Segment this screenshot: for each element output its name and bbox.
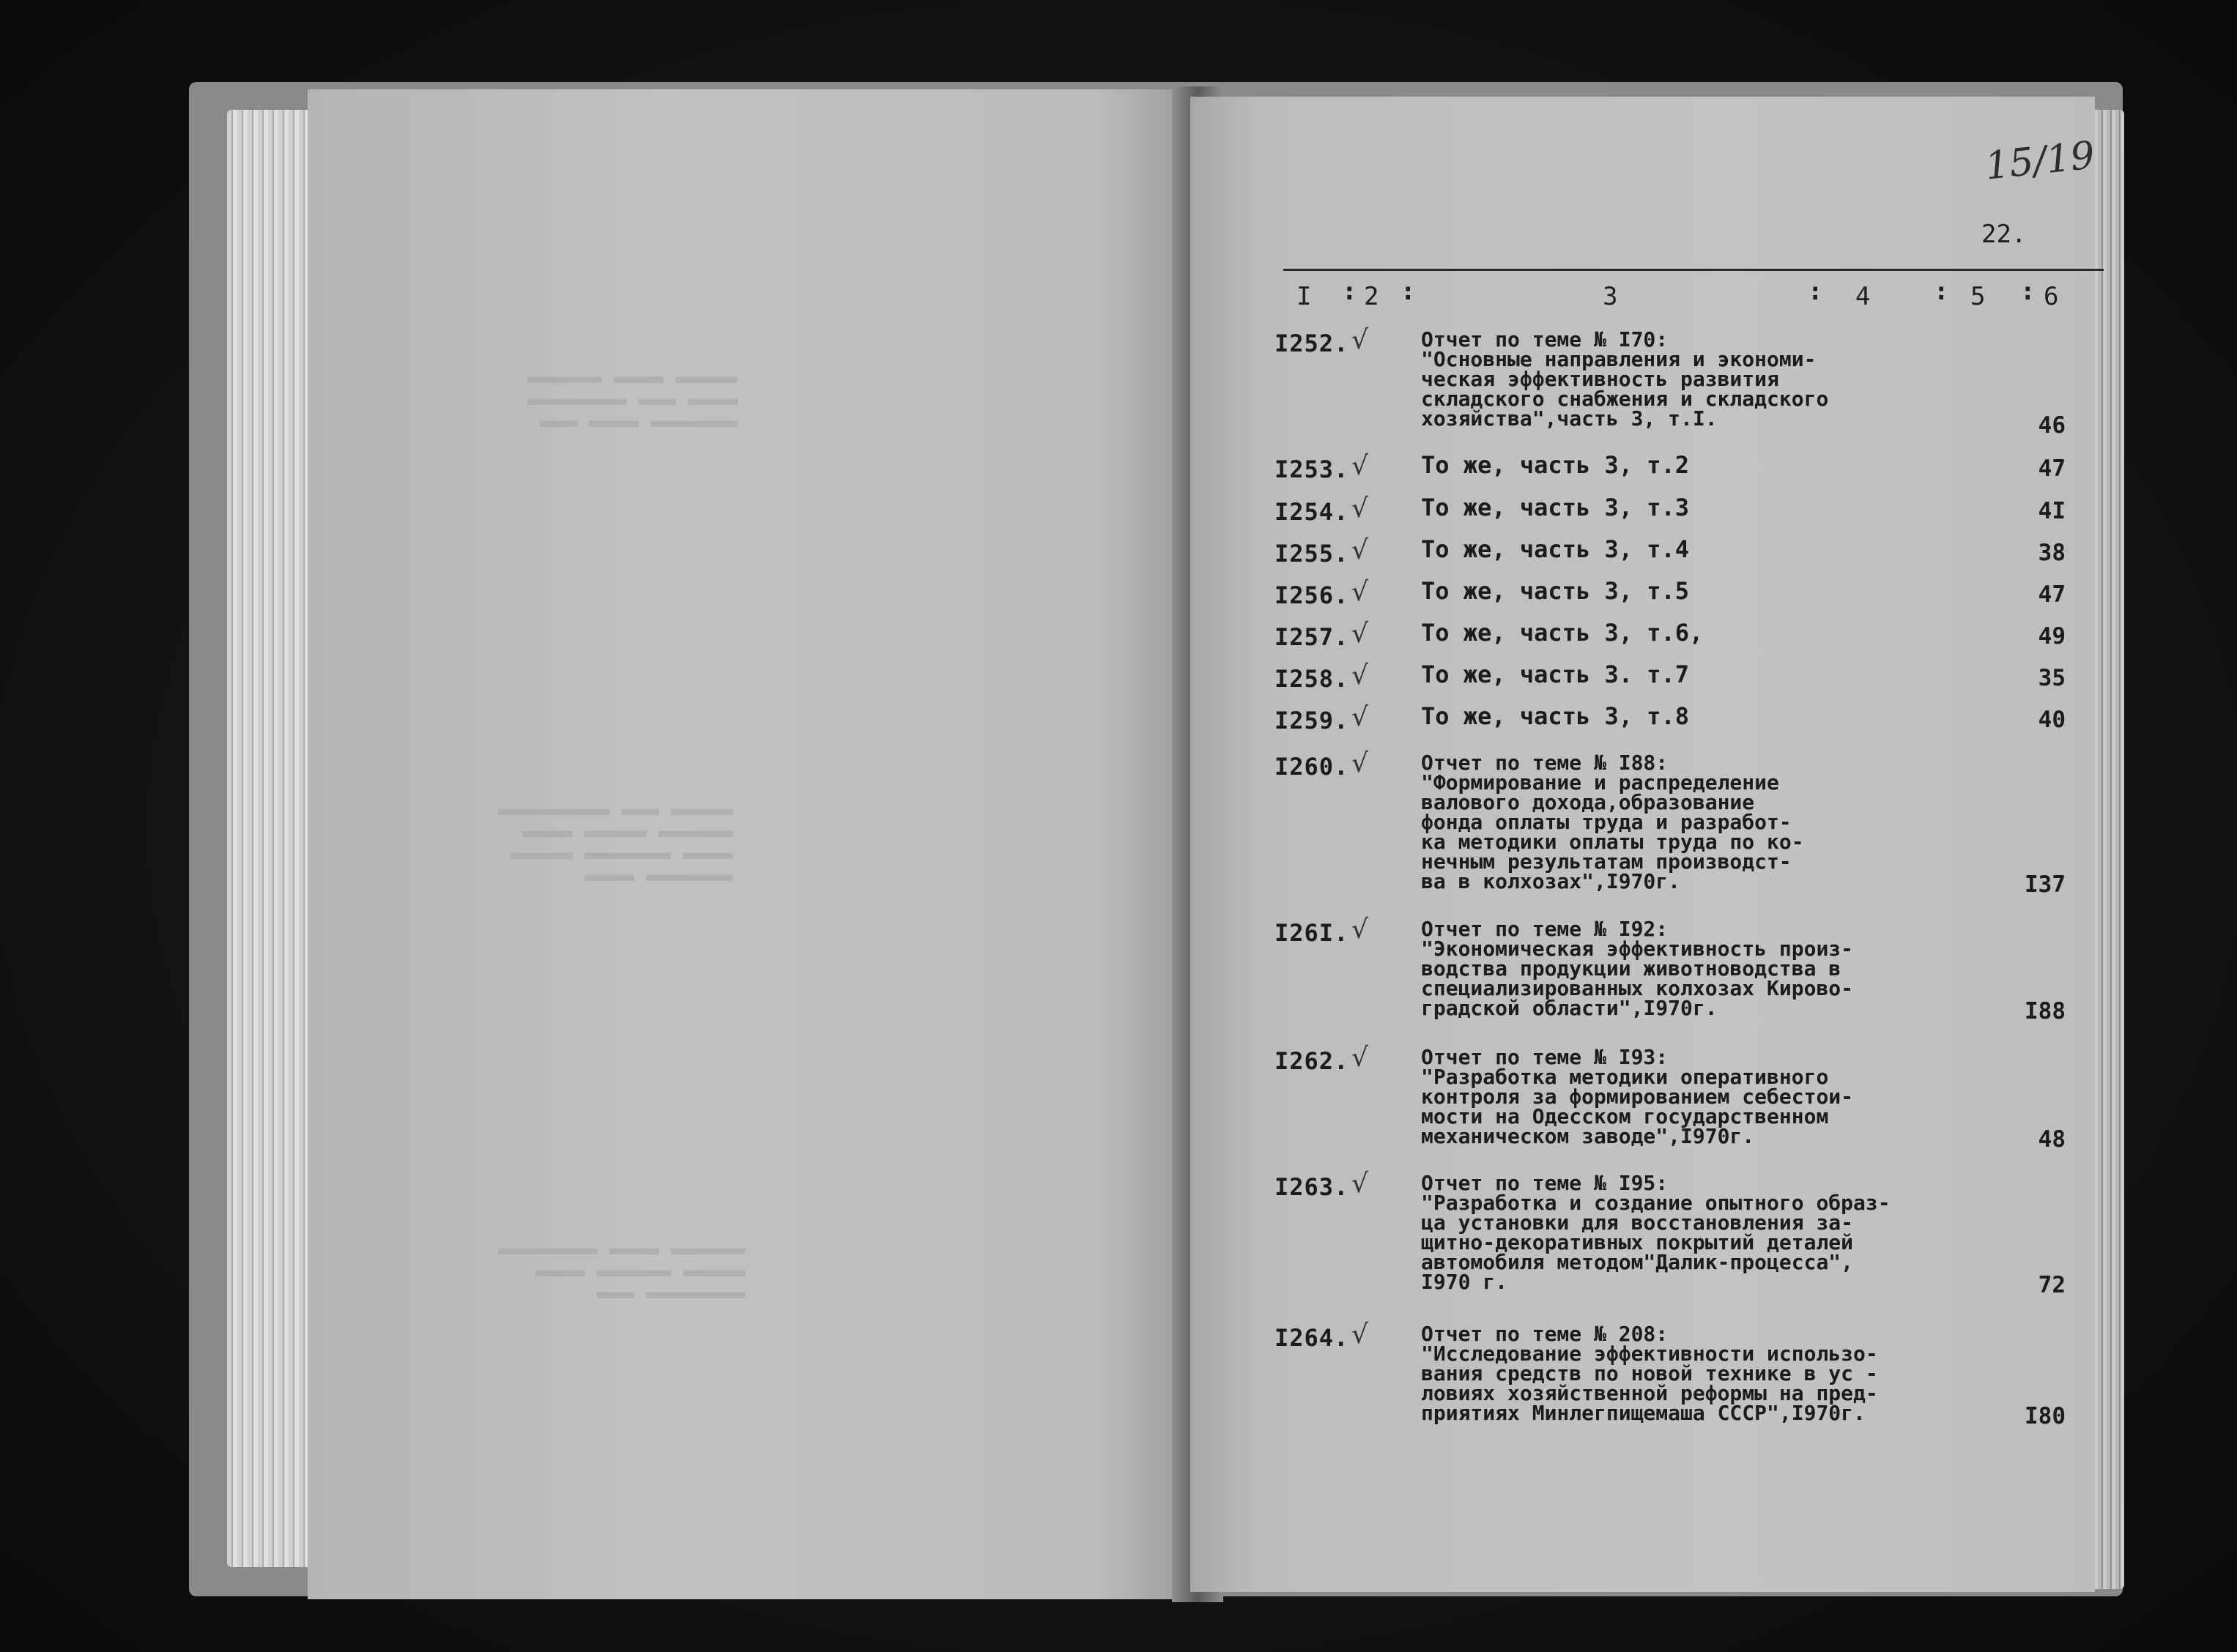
entry-number: I262. [1275, 1047, 1349, 1075]
entry-title: То же, часть 3, т.6, [1421, 619, 1704, 647]
column-separator: : [1342, 277, 1357, 306]
entry-number: I257. [1275, 623, 1349, 651]
entry-sheet-count: 38 [2038, 540, 2066, 566]
entry-title: То же, часть 3, т.2 [1421, 451, 1690, 479]
check-mark-icon: √ [1351, 494, 1368, 524]
column-header-2: 2 [1364, 282, 1379, 311]
check-mark-icon: √ [1351, 1320, 1368, 1350]
column-separator: : [1808, 277, 1823, 306]
entry-number: I264. [1275, 1324, 1349, 1352]
column-header-6: 6 [2044, 282, 2059, 311]
entry-sheet-count: 46 [2038, 412, 2066, 439]
column-separator: : [1401, 277, 1416, 306]
column-header-3: 3 [1603, 282, 1618, 311]
entry-title: То же, часть 3, т.4 [1421, 535, 1690, 563]
entry-number: I260. [1275, 753, 1349, 781]
entry-number: I254. [1275, 498, 1349, 526]
entry-number: I26I. [1275, 919, 1349, 947]
entry-title: Отчет по теме № 208: "Исследование эффективности использо- вания средств по новой технике в ус - ловиях хозяйственной реформы на пред- приятиях Минлегпищемаша СССР",I970г. [1421, 1322, 1878, 1425]
entry-number: I255. [1275, 540, 1349, 568]
entry-title: Отчет по теме № I88: "Формирование и распределение валового дохода,образование фонда оплаты труда и разработ- ка методики оплаты труда по ко- нечным результатам производст- ва в колхозах",I970г. [1421, 751, 1804, 893]
entry-title: То же, часть 3, т.3 [1421, 494, 1690, 521]
check-mark-icon: √ [1351, 577, 1368, 607]
column-header-5: 5 [1970, 282, 1986, 311]
entry-sheet-count: 48 [2038, 1126, 2066, 1153]
entry-number: I259. [1275, 707, 1349, 734]
entry-number: I256. [1275, 581, 1349, 609]
check-mark-icon: √ [1351, 1169, 1368, 1199]
table-header-rule [1283, 269, 2104, 271]
entry-number: I263. [1275, 1173, 1349, 1201]
bleed-through-text: ▂▂▂▂▂ ▂▂▂▂ ▂▂▂▂▂▂ ▂▂▂▂ ▂▂▂ ▂▂▂▂▂▂▂▂ ▂▂▂▂▂▂▂ ▂▂▂▂ ▂▂▂ [527, 359, 738, 427]
bleed-through-text: ▂▂▂▂▂▂ ▂▂▂▂ ▂▂▂▂▂▂▂▂ ▂▂▂▂▂ ▂▂▂▂▂▂ ▂▂▂▂ ▂▂▂▂▂▂▂▂ ▂▂▂ [498, 1230, 746, 1298]
entry-title: Отчет по теме № I92: "Экономическая эффективность произ- водства продукции животноводства в специализированных колхозах Кирово- градской области",I970г. [1421, 917, 1854, 1020]
check-mark-icon: √ [1351, 748, 1368, 778]
entry-sheet-count: 72 [2038, 1272, 2066, 1298]
check-mark-icon: √ [1351, 661, 1368, 691]
handwritten-folio-mark: 15/19 [1983, 133, 2097, 189]
entry-sheet-count: 47 [2038, 455, 2066, 482]
check-mark-icon: √ [1351, 915, 1368, 945]
entry-sheet-count: 49 [2038, 623, 2066, 650]
entry-sheet-count: 35 [2038, 665, 2066, 691]
check-mark-icon: √ [1351, 1043, 1368, 1073]
entry-sheet-count: 40 [2038, 707, 2066, 733]
entry-title: То же, часть 3, т.5 [1421, 577, 1690, 605]
bleed-through-text: ▂▂▂▂▂ ▂▂▂ ▂▂▂▂▂▂▂▂▂ ▂▂▂▂▂▂ ▂▂▂▂▂ ▂▂▂▂ ▂▂▂▂ ▂▂▂▂▂▂▂ ▂▂▂▂▂ ▂▂▂▂▂▂▂ ▂▂▂▂ [498, 791, 733, 881]
left-page-blank-verso [308, 89, 1187, 1599]
check-mark-icon: √ [1351, 535, 1368, 565]
column-separator: : [1934, 277, 1949, 306]
entry-sheet-count: 4I [2038, 498, 2066, 524]
entry-number: I252. [1275, 330, 1349, 357]
column-header-4: 4 [1855, 282, 1871, 311]
check-mark-icon: √ [1351, 451, 1368, 481]
entry-title: Отчет по теме № I95: "Разработка и создание опытного образ- ца установки для восстановления за- щитно-декоративных покрытий деталей автомобиля методом"Далик-процесса", I970 г. [1421, 1171, 1891, 1294]
column-separator: : [2020, 277, 2036, 306]
entry-title: Отчет по теме № I93: "Разработка методики оперативного контроля за формированием себестои- мости на Одесском государственном механическом заводе",I970г. [1421, 1045, 1854, 1148]
page-number: 22. [1981, 220, 2027, 249]
entry-sheet-count: 47 [2038, 581, 2066, 608]
entry-sheet-count: I37 [2025, 871, 2066, 898]
check-mark-icon: √ [1351, 702, 1368, 732]
entry-title: То же, часть 3. т.7 [1421, 661, 1690, 688]
entry-sheet-count: I80 [2025, 1403, 2066, 1429]
entry-title: То же, часть 3, т.8 [1421, 702, 1690, 730]
check-mark-icon: √ [1351, 619, 1368, 649]
entry-number: I258. [1275, 665, 1349, 693]
check-mark-icon: √ [1351, 325, 1368, 355]
entry-number: I253. [1275, 455, 1349, 483]
column-header-1: I [1296, 282, 1312, 311]
entry-sheet-count: I88 [2025, 998, 2066, 1024]
entry-title: Отчет по теме № I70: "Основные направления и экономи- ческая эффективность развития складского снабжения и складского хозяйства",часть 3, т.I. [1421, 327, 1829, 431]
